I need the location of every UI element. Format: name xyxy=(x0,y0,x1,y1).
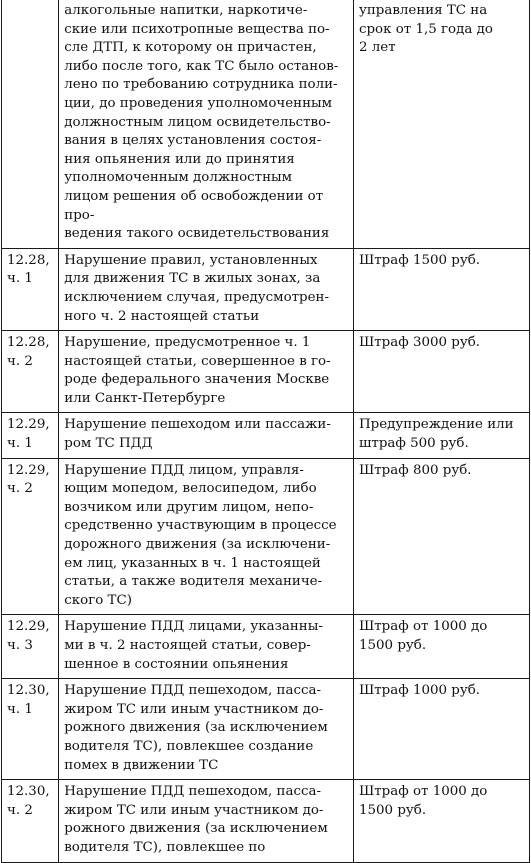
penalty-cell xyxy=(353,679,529,780)
violation-description: Нарушение, предусмотренное ч. 1 настоящей статьи, совершенное в го- роде федерального значения Москве или Санкт-Петербурге xyxy=(64,335,331,406)
table-row xyxy=(2,679,530,780)
table-row xyxy=(2,413,530,458)
table-row xyxy=(2,458,530,615)
description-cell xyxy=(59,615,354,679)
penalty-text: Штраф 1000 руб. xyxy=(358,683,481,699)
description-cell xyxy=(59,331,354,413)
violation-description: Нарушение ПДД лицами, указанны- ми в ч. 2 настоящей статьи, совер- шенное в состоянии опьянения xyxy=(64,619,323,672)
violation-description: Нарушение правил, установленных для движения ТС в жилых зонах, за исключением случая, предусмотрен- ного ч. 2 настоящей статьи xyxy=(64,252,330,324)
article-cell xyxy=(2,458,59,615)
penalty-text: Штраф 1500 руб. xyxy=(358,252,481,268)
article-number: 12.29, ч. 1 xyxy=(7,417,50,452)
article-number: 12.28, ч. 2 xyxy=(7,335,50,369)
description-cell xyxy=(59,679,354,780)
article-number: 12.28, ч. 1 xyxy=(7,252,50,287)
article-number: 12.29, ч. 2 xyxy=(7,462,50,497)
description-cell xyxy=(59,413,354,458)
penalty-text: Штраф 800 руб. xyxy=(358,462,472,478)
article-cell xyxy=(2,413,59,458)
article-number: 12.30, ч. 2 xyxy=(7,784,50,818)
violation-description: Нарушение ПДД пешеходом, пасса- жиром ТС или иным участником до- рожного движения (за исключением водителя ТС), повлекшее по xyxy=(64,784,328,855)
penalty-cell xyxy=(353,615,529,679)
article-cell xyxy=(2,615,59,679)
description-cell xyxy=(59,248,354,330)
table-row xyxy=(2,780,530,862)
violation-description: Нарушение ПДД лицом, управля- ющим мопедом, велосипедом, либо возчиком или другим лицом, непо- средственно участвующим в процессе дорожного движения (за исключени- ем лиц, указанных в ч. 1 настоящей статьи, а также водителя механиче- ского ТС) xyxy=(64,462,337,608)
article-number: 12.30, ч. 1 xyxy=(7,683,50,717)
penalty-cell xyxy=(353,0,529,248)
table-row xyxy=(2,615,530,679)
penalty-text: Штраф от 1000 до 1500 руб. xyxy=(358,619,488,653)
violation-description: алкогольные напитки, наркотиче- ские или психотропные вещества по- сле ДТП, к которому он причастен, либо после того, как ТС было останов- лено по требованию сотрудника поли- ции, до проведения уполномоченным должностным лицом освидетельство- вания в целях установления состоя- ния опьянения или до принятия уполномоченным должностным лицом решения об освобождении от про- ведения такого освидетельствования xyxy=(64,3,339,242)
table-row xyxy=(2,0,530,248)
penalty-text: Предупреждение или штраф 500 руб. xyxy=(358,417,514,452)
penalty-cell xyxy=(353,248,529,330)
penalty-text: управления ТС на срок от 1,5 года до 2 лет xyxy=(358,3,493,56)
fines-table-body xyxy=(2,0,530,862)
penalty-text: Штраф 3000 руб. xyxy=(358,335,481,351)
penalty-cell xyxy=(353,780,529,862)
violation-description: Нарушение пешеходом или пассажи- ром ТС ПДД xyxy=(64,417,331,452)
description-cell xyxy=(59,780,354,862)
article-cell xyxy=(2,331,59,413)
article-cell xyxy=(2,248,59,330)
table-row xyxy=(2,248,530,330)
article-cell xyxy=(2,679,59,780)
table-row xyxy=(2,331,530,413)
article-cell xyxy=(2,0,59,248)
penalty-cell xyxy=(353,331,529,413)
penalty-cell xyxy=(353,413,529,458)
penalty-cell xyxy=(353,458,529,615)
article-cell xyxy=(2,780,59,862)
description-cell xyxy=(59,458,354,615)
penalty-text: Штраф от 1000 до 1500 руб. xyxy=(358,784,488,818)
violation-description: Нарушение ПДД пешеходом, пасса- жиром ТС или иным участником до- рожного движения (за исключением водителя ТС), повлекшее создание помех в движении ТС xyxy=(64,683,328,773)
article-number: 12.29, ч. 3 xyxy=(7,619,50,653)
fines-table xyxy=(1,0,530,863)
description-cell xyxy=(59,0,354,248)
